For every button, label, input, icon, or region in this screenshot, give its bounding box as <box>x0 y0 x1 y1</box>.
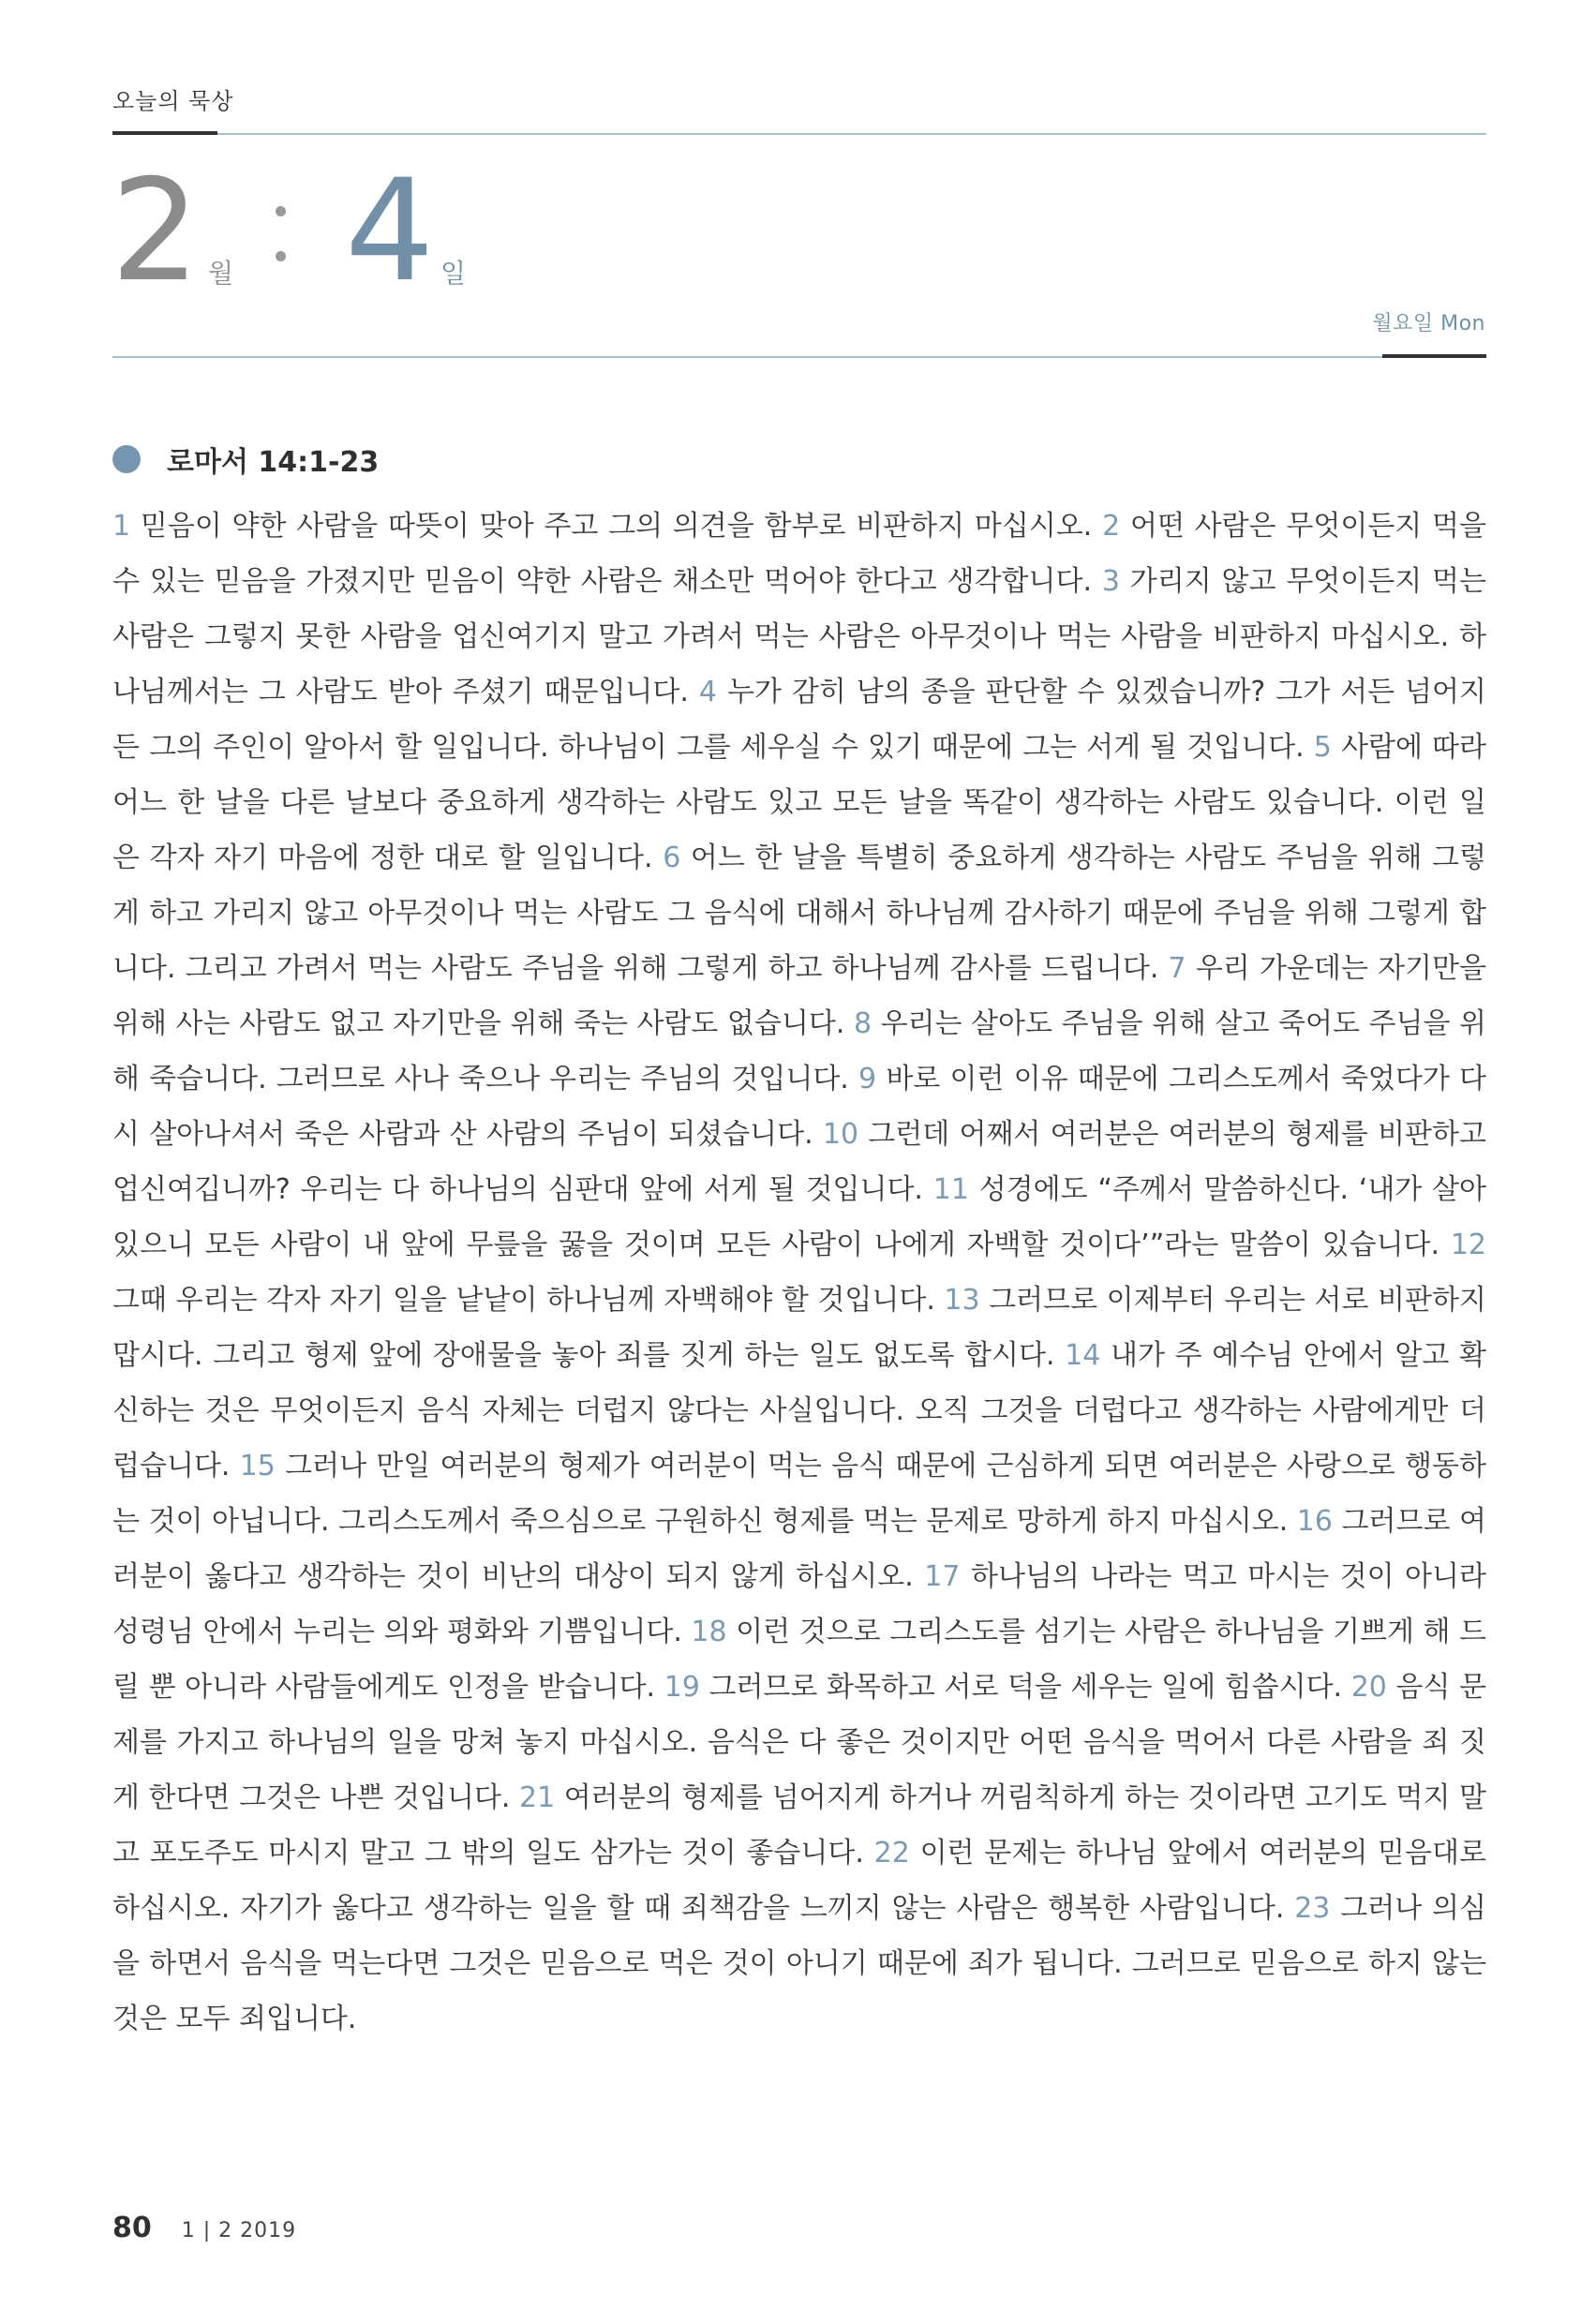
section-label: 오늘의 묵상 <box>112 88 234 114</box>
verse-text: 그러나 만일 여러분의 형제가 여러분이 먹는 음식 때문에 근심하게 되면 여러분은 사랑으로 행동하는 것이 아닙니다. 그리스도께서 죽으심으로 구원하신 형제를 먹는 문제로 망하게 하지 마십시오. <box>112 1450 1486 1538</box>
page-footer <box>112 2212 296 2244</box>
verse-number: 2 <box>1102 510 1121 543</box>
verse-number: 10 <box>822 1118 859 1151</box>
verse-number: 8 <box>853 1007 873 1040</box>
mid-divider-accent <box>1382 354 1486 358</box>
verse-text: 누가 감히 남의 종을 판단할 수 있겠습니까? 그가 서든 넘어지든 그의 주인이 알아서 할 일입니다. 하나님이 그를 세우실 수 있기 때문에 그는 서게 될 것입니다. <box>112 676 1486 764</box>
passage-heading <box>112 440 379 478</box>
verse-number: 23 <box>1294 1892 1331 1925</box>
verse-number: 15 <box>239 1450 276 1482</box>
verse-text: 가리지 않고 무엇이든지 먹는 사람은 그렇지 못한 사람을 업신여기지 말고 가려서 먹는 사람은 아무것이나 먹는 사람을 비판하지 마십시오. 하나님께서는 그 사람도 받아 주셨기 때문입니다. <box>112 565 1486 708</box>
mid-divider <box>112 356 1486 358</box>
verse-number: 1 <box>112 510 131 543</box>
verse-number: 16 <box>1296 1505 1333 1538</box>
verse-number: 4 <box>698 676 717 708</box>
colon-dot-top <box>276 206 286 216</box>
verse-text: 성경에도 “주께서 말씀하신다. ‘내가 살아 있으니 모든 사람이 내 앞에 무릎을 꿇을 것이며 모든 사람이 나에게 자백할 것이다’”라는 말씀이 있습니다. <box>112 1173 1486 1261</box>
date-colon <box>272 152 291 302</box>
verse-number: 17 <box>924 1560 961 1593</box>
day-number: 4 <box>345 150 435 313</box>
verse-text: 그런데 어째서 여러분은 여러분의 형제를 비판하고 업신여깁니까? 우리는 다 하나님의 심판대 앞에 서게 될 것입니다. <box>112 1118 1486 1206</box>
verse-text: 그러므로 화목하고 서로 덕을 세우는 일에 힘씁시다. <box>709 1671 1343 1704</box>
verse-text: 여러분의 형제를 넘어지게 하거나 꺼림칙하게 하는 것이라면 고기도 먹지 말고 포도주도 마시지 말고 그 밖의 일도 삼가는 것이 좋습니다. <box>112 1781 1486 1870</box>
day-unit: 일 <box>440 258 467 289</box>
issue-label: 1 | 2 2019 <box>181 2219 297 2242</box>
verse-number: 21 <box>519 1781 556 1814</box>
verse-number: 6 <box>663 842 681 874</box>
verse-number: 13 <box>944 1284 980 1317</box>
month-number: 2 <box>111 150 201 313</box>
verse-text: 음식 문제를 가지고 하나님의 일을 망쳐 놓지 마십시오. 음식은 다 좋은 것이지만 어떤 음식을 먹어서 다른 사람을 죄 짓게 한다면 그것은 나쁜 것입니다. <box>112 1671 1486 1814</box>
verse-text: 우리는 살아도 주님을 위해 살고 죽어도 주님을 위해 죽습니다. 그러므로 사나 죽으나 우리는 주님의 것입니다. <box>112 1007 1486 1095</box>
verse-text: 사람에 따라 어느 한 날을 다른 날보다 중요하게 생각하는 사람도 있고 모든 날을 똑같이 생각하는 사람도 있습니다. 이런 일은 각자 자기 마음에 정한 대로 할 일입니다. <box>112 731 1486 874</box>
verse-number: 3 <box>1101 565 1120 598</box>
weekday-label: 월요일 Mon <box>1372 312 1485 335</box>
verse-text: 어떤 사람은 무엇이든지 먹을 수 있는 믿음을 가졌지만 믿음이 약한 사람은 채소만 먹어야 한다고 생각합니다. <box>112 510 1486 598</box>
verse-text: 이런 것으로 그리스도를 섬기는 사람은 하나님을 기쁘게 해 드릴 뿐 아니라 사람들에게도 인정을 받습니다. <box>112 1616 1486 1704</box>
verse-number: 14 <box>1065 1339 1101 1372</box>
verse-text: 내가 주 예수님 안에서 알고 확신하는 것은 무엇이든지 음식 자체는 더럽지 않다는 사실입니다. 오직 그것을 더럽다고 생각하는 사람에게만 더럽습니다. <box>112 1339 1486 1482</box>
verse-text: 그러나 의심을 하면서 음식을 먹는다면 그것은 믿음으로 먹은 것이 아니기 때문에 죄가 됩니다. 그러므로 믿음으로 하지 않는 것은 모두 죄입니다. <box>112 1892 1486 2035</box>
verse-text: 하나님의 나라는 먹고 마시는 것이 아니라 성령님 안에서 누리는 의와 평화와 기쁨입니다. <box>112 1560 1486 1648</box>
verse-number: 9 <box>858 1063 877 1095</box>
top-divider <box>112 133 1486 135</box>
verse-number: 11 <box>932 1173 969 1206</box>
verse-text: 어느 한 날을 특별히 중요하게 생각하는 사람도 주님을 위해 그렇게 하고 가리지 않고 아무것이나 먹는 사람도 그 음식에 대해서 하나님께 감사하기 때문에 주님을 위해 그렇게 합니다. 그리고 가려서 먹는 사람도 주님을 위해 그렇게 하고 하나님께 감사를 드립니다. <box>112 842 1486 985</box>
month-unit: 월 <box>208 258 234 289</box>
verse-number: 7 <box>1168 952 1186 985</box>
bullet-icon <box>112 445 141 473</box>
verse-text: 그때 우리는 각자 자기 일을 낱낱이 하나님께 자백해야 할 것입니다. <box>112 1284 935 1317</box>
verse-number: 22 <box>873 1837 910 1870</box>
verse-number: 5 <box>1313 731 1332 764</box>
scripture-text <box>112 499 1486 2047</box>
verse-text: 우리 가운데는 자기만을 위해 사는 사람도 없고 자기만을 위해 죽는 사람도 없습니다. <box>112 952 1486 1040</box>
passage-reference: 로마서 14:1-23 <box>167 446 380 479</box>
colon-dot-bottom <box>276 251 286 261</box>
top-divider-accent <box>112 131 217 135</box>
verse-text: 그러므로 이제부터 우리는 서로 비판하지 맙시다. 그리고 형제 앞에 장애물을 놓아 죄를 짓게 하는 일도 없도록 합시다. <box>112 1284 1486 1372</box>
verse-number: 12 <box>1450 1229 1487 1261</box>
verse-number: 19 <box>664 1671 700 1704</box>
verse-text: 이런 문제는 하나님 앞에서 여러분의 믿음대로 하십시오. 자기가 옳다고 생각하는 일을 할 때 죄책감을 느끼지 않는 사람은 행복한 사람입니다. <box>112 1837 1486 1925</box>
verse-text: 바로 이런 이유 때문에 그리스도께서 죽었다가 다시 살아나셔서 죽은 사람과 산 사람의 주님이 되셨습니다. <box>112 1063 1486 1151</box>
verse-number: 18 <box>691 1616 727 1648</box>
verse-number: 20 <box>1350 1671 1387 1704</box>
verse-text: 그러므로 여러분이 옳다고 생각하는 것이 비난의 대상이 되지 않게 하십시오. <box>112 1505 1486 1593</box>
verse-text: 믿음이 약한 사람을 따뜻이 맞아 주고 그의 의견을 함부로 비판하지 마십시오. <box>140 510 1093 543</box>
page-number: 80 <box>112 2212 152 2244</box>
